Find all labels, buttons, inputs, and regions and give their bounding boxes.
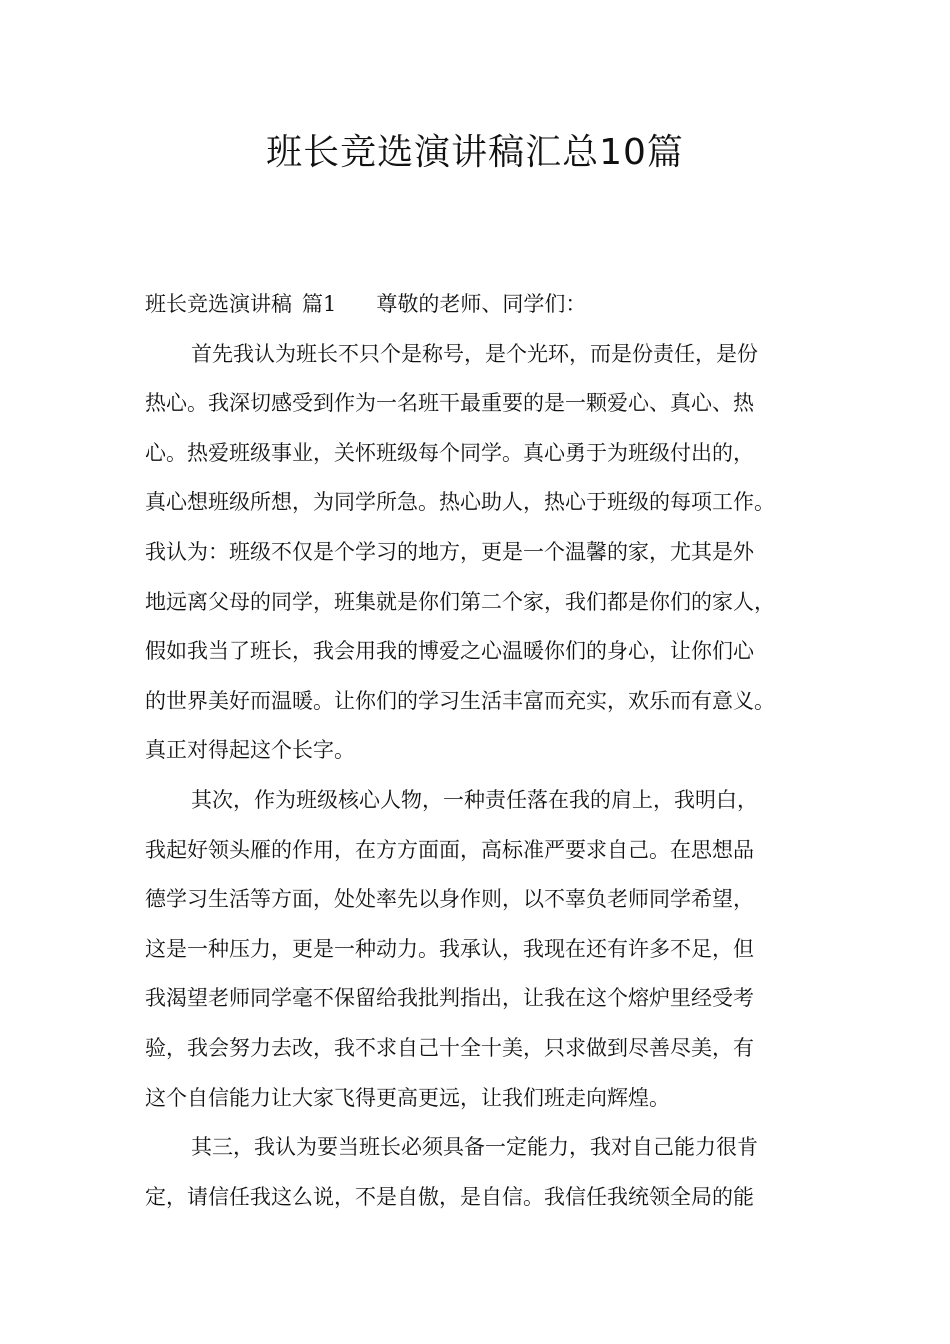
paragraph-line: 德学习生活等方面，处处率先以身作则，以不辜负老师同学希望， [145,887,754,912]
paragraph-line: 地远离父母的同学，班集就是你们第二个家，我们都是你们的家人， [145,589,775,614]
paragraph-line: 定，请信任我这么说，不是自傲，是自信。我信任我统领全局的能 [145,1184,754,1209]
document-title: 班长竞选演讲稿汇总10篇 [266,132,684,173]
paragraph-line: 这个自信能力让大家飞得更高更远，让我们班走向辉煌。 [145,1085,670,1110]
paragraph-line: 这是一种压力，更是一种动力。我承认，我现在还有许多不足，但 [145,936,754,961]
paragraph-line: 假如我当了班长，我会用我的博爱之心温暖你们的身心，让你们心 [145,639,754,664]
paragraph-line: 热心。我深切感受到作为一名班干最重要的是一颗爱心、真心、热 [145,391,754,416]
paragraph-line: 真心想班级所想，为同学所急。热心助人，热心于班级的每项工作。 [145,490,775,515]
document-body [145,280,825,1222]
section-header-line [145,280,825,330]
section-number: 篇1 [302,292,337,316]
paragraph-line: 其次，作为班级核心人物，一种责任落在我的肩上，我明白， [191,787,758,812]
salutation: 尊敬的老师、同学们： [376,292,587,316]
paragraph-line: 真正对得起这个长字。 [145,738,355,763]
paragraph-line: 我渴望老师同学毫不保留给我批判指出，让我在这个熔炉里经受考 [145,986,754,1011]
paragraph-line: 首先我认为班长不只个是称号，是个光环，而是份责任，是份 [191,341,758,366]
paragraph-line: 我认为：班级不仅是个学习的地方，更是一个温馨的家，尤其是外 [145,539,754,564]
paragraph-line: 其三，我认为要当班长必须具备一定能力，我对自己能力很肯 [191,1135,758,1160]
paragraph-line: 我起好领头雁的作用，在方方面面，高标准严要求自己。在思想品 [145,837,754,862]
section-heading: 班长竞选演讲稿 [145,292,292,316]
paragraph-line: 的世界美好而温暖。让你们的学习生活丰富而充实，欢乐而有意义。 [145,688,775,713]
paragraph-line: 验，我会努力去改，我不求自己十全十美，只求做到尽善尽美，有 [145,1035,754,1060]
paragraph-line: 心。热爱班级事业，关怀班级每个同学。真心勇于为班级付出的， [145,440,754,465]
